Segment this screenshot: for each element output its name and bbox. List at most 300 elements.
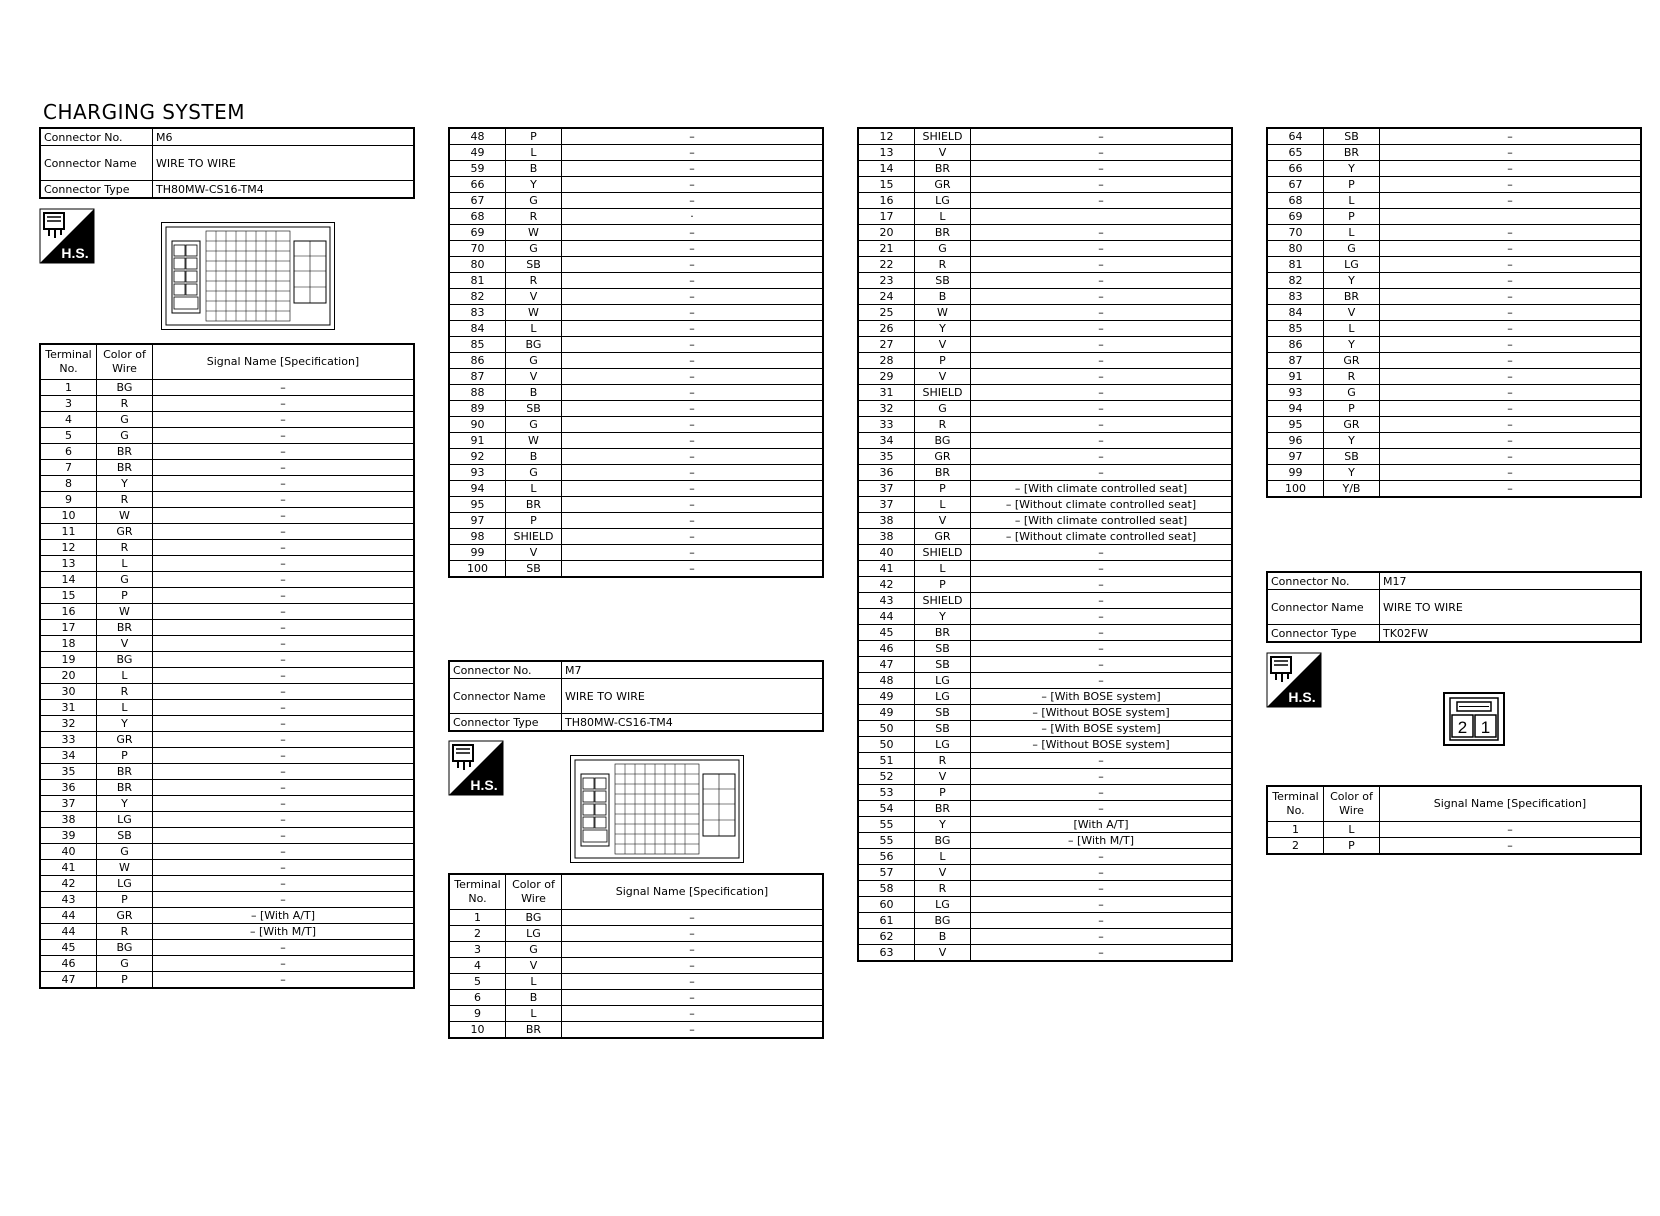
table-row [858,257,1232,273]
wire-color-cell: G [97,572,153,588]
wire-color-cell: P [97,972,153,989]
wire-color-cell: R [915,257,971,273]
signal-cell: – [1380,385,1642,401]
signal-cell: – [1380,838,1642,855]
terminal-cell: 65 [1267,145,1324,161]
wire-color-cell: G [506,417,562,433]
table-row [40,844,414,860]
wire-color-cell: R [915,417,971,433]
signal-cell: – [153,876,415,892]
signal-cell: – [562,497,824,513]
wire-color-cell: Y [1324,337,1380,353]
terminal-cell: 2 [449,926,506,942]
terminal-cell: 98 [449,529,506,545]
wire-color-cell: G [97,956,153,972]
signal-cell: – [562,145,824,161]
signal-cell: – [562,926,824,942]
signal-cell: – [971,193,1233,209]
wire-color-cell: V [506,369,562,385]
signal-cell: – [562,305,824,321]
signal-cell: – [971,785,1233,801]
connector-diagram-m17 [1443,692,1505,746]
wire-color-cell: R [915,753,971,769]
wire-color-cell: G [506,942,562,958]
signal-cell: – [562,128,824,145]
terminal-cell: 59 [449,161,506,177]
signal-cell: – [562,449,824,465]
terminal-cell: 68 [449,209,506,225]
signal-cell: – [562,529,824,545]
table-row [1267,225,1641,241]
connector-info-m17 [1266,571,1642,643]
terminal-cell: 12 [858,128,915,145]
table-row [858,689,1232,705]
hs-badge-m7 [448,740,504,796]
column-4 [1266,127,1642,498]
table-row [40,412,414,428]
table-row [858,945,1232,962]
signal-cell: – [1380,449,1642,465]
connector-m7-pins [448,873,824,1039]
table-row [1267,401,1641,417]
signal-cell: – [1380,241,1642,257]
table-row [858,657,1232,673]
wire-color-cell: LG [97,876,153,892]
signal-cell: – [153,636,415,652]
signal-cell: – [971,753,1233,769]
table-row [40,892,414,908]
terminal-cell: 12 [40,540,97,556]
table-row [449,305,823,321]
signal-cell: – [1380,273,1642,289]
terminal-cell: 68 [1267,193,1324,209]
wire-color-cell: G [1324,385,1380,401]
table-row [449,177,823,193]
terminal-cell: 58 [858,881,915,897]
wire-color-cell: W [506,433,562,449]
table-row [40,796,414,812]
terminal-cell: 90 [449,417,506,433]
table-row [449,337,823,353]
wire-color-cell: SHIELD [506,529,562,545]
pin-label: 1 [1480,718,1491,737]
table-row [858,929,1232,945]
table-row [858,497,1232,513]
signal-cell: – [971,769,1233,785]
signal-cell: – [153,764,415,780]
table-row [1267,385,1641,401]
table-row [1267,481,1641,498]
table-row [1267,128,1641,145]
terminal-cell: 25 [858,305,915,321]
table-row [858,641,1232,657]
terminal-cell: 22 [858,257,915,273]
table-row [40,780,414,796]
table-row [40,748,414,764]
terminal-cell: 80 [449,257,506,273]
signal-cell: – [1380,337,1642,353]
signal-cell: – [971,673,1233,689]
header-signal: Signal Name [Specification] [562,874,824,910]
table-row [858,545,1232,561]
wire-color-cell: V [915,369,971,385]
info-value: TH80MW-CS16-TM4 [153,181,415,199]
terminal-cell: 14 [40,572,97,588]
hs-badge-m17 [1266,652,1322,708]
signal-cell: – [Without BOSE system] [971,705,1233,721]
terminal-cell: 39 [40,828,97,844]
signal-cell: – [153,620,415,636]
signal-cell: – [562,353,824,369]
signal-cell: – [153,460,415,476]
wire-color-cell: W [97,508,153,524]
wire-color-cell: SB [915,657,971,673]
table-row [40,380,414,396]
signal-cell: – [153,556,415,572]
table-row [858,385,1232,401]
terminal-cell: 44 [40,924,97,940]
table-row [1267,161,1641,177]
signal-cell: – [153,780,415,796]
table-row [449,225,823,241]
terminal-cell: 48 [449,128,506,145]
terminal-cell: 19 [40,652,97,668]
terminal-cell: 93 [1267,385,1324,401]
table-row [858,289,1232,305]
terminal-cell: 38 [40,812,97,828]
signal-cell: – [562,974,824,990]
table-row [1267,257,1641,273]
column-1 [39,127,415,199]
table-row [449,1022,823,1039]
table-row [1267,369,1641,385]
header-color: Color of Wire [506,874,562,910]
terminal-cell: 93 [449,465,506,481]
terminal-cell: 46 [858,641,915,657]
table-row [40,636,414,652]
wire-color-cell: SHIELD [915,593,971,609]
terminal-cell: 1 [40,380,97,396]
connector-m7-block [448,660,824,732]
wire-color-cell: BR [915,465,971,481]
wire-color-cell: SB [1324,128,1380,145]
table-row [449,449,823,465]
header-color: Color of Wire [1324,786,1380,822]
signal-cell: – [971,801,1233,817]
wire-color-cell: SB [506,401,562,417]
signal-cell: – [153,796,415,812]
wire-color-cell: W [97,604,153,620]
signal-cell: – [971,257,1233,273]
table-row [1267,145,1641,161]
signal-cell: – [562,513,824,529]
wire-color-cell: SB [97,828,153,844]
wire-color-cell: BR [506,497,562,513]
signal-cell: – [971,849,1233,865]
table-row [858,465,1232,481]
signal-cell: – [153,428,415,444]
signal-cell: – [1380,257,1642,273]
connector-face-icon [571,756,743,862]
table-row [449,433,823,449]
signal-cell: – [1380,225,1642,241]
table-row [858,193,1232,209]
wire-color-cell: BR [97,460,153,476]
signal-cell: – [153,412,415,428]
signal-cell: [With A/T] [971,817,1233,833]
wire-color-cell: B [915,289,971,305]
terminal-cell: 40 [40,844,97,860]
table-row [858,161,1232,177]
wire-color-cell: P [1324,838,1380,855]
terminal-cell: 13 [40,556,97,572]
table-row [1267,273,1641,289]
hs-label: H.S. [470,777,498,793]
signal-cell: – [153,508,415,524]
terminal-cell: 3 [449,942,506,958]
info-key: Connector Name [40,146,153,181]
signal-cell: – [153,540,415,556]
signal-cell: – [153,476,415,492]
table-row [449,128,823,145]
terminal-cell: 100 [449,561,506,578]
terminal-cell: 1 [449,910,506,926]
signal-cell: – [153,748,415,764]
terminal-cell: 28 [858,353,915,369]
signal-cell: – [153,572,415,588]
terminal-cell: 11 [40,524,97,540]
info-value: WIRE TO WIRE [562,679,824,714]
pin-table-m6-a [39,343,415,989]
table-row [449,497,823,513]
wire-color-cell: Y/B [1324,481,1380,498]
terminal-cell: 99 [449,545,506,561]
wire-color-cell: V [915,337,971,353]
terminal-cell: 20 [40,668,97,684]
signal-cell: – [971,305,1233,321]
table-row [40,764,414,780]
terminal-cell: 18 [40,636,97,652]
terminal-cell: 67 [449,193,506,209]
connector-info-m7 [448,660,824,732]
signal-cell: – [971,929,1233,945]
terminal-cell: 37 [40,796,97,812]
wire-color-cell: LG [1324,257,1380,273]
wire-color-cell: G [97,428,153,444]
table-row [40,540,414,556]
wire-color-cell: L [1324,225,1380,241]
table-row [40,716,414,732]
signal-cell: – [562,561,824,578]
signal-cell: – [971,417,1233,433]
terminal-cell: 83 [449,305,506,321]
table-row [858,353,1232,369]
signal-cell: – [971,289,1233,305]
terminal-cell: 84 [1267,305,1324,321]
table-row [858,128,1232,145]
wire-color-cell: LG [915,193,971,209]
signal-cell: – [1380,465,1642,481]
terminal-cell: 91 [449,433,506,449]
wire-color-cell: Y [1324,161,1380,177]
signal-cell: – [562,990,824,1006]
signal-cell: – [562,385,824,401]
signal-cell: – [1380,177,1642,193]
signal-cell: – [1380,145,1642,161]
signal-cell: – [With BOSE system] [971,689,1233,705]
table-row [449,513,823,529]
terminal-cell: 1 [1267,822,1324,838]
pin-label: 2 [1457,718,1468,737]
signal-cell: – [153,588,415,604]
wire-color-cell: L [915,849,971,865]
table-row [449,958,823,974]
table-row [858,593,1232,609]
wire-color-cell: V [506,958,562,974]
table-row [858,241,1232,257]
signal-cell: – [1380,289,1642,305]
wire-color-cell: V [915,145,971,161]
signal-cell: – [1380,161,1642,177]
signal-cell: – [Without climate controlled seat] [971,497,1233,513]
wire-color-cell: B [506,449,562,465]
table-row [449,401,823,417]
signal-cell: – [562,193,824,209]
connector-m17-block [1266,571,1642,643]
terminal-cell: 50 [858,737,915,753]
table-row [40,652,414,668]
table-row [449,465,823,481]
wire-color-cell: GR [1324,417,1380,433]
connector-face-icon [1443,692,1505,746]
wire-color-cell: BG [506,910,562,926]
signal-cell: – [With climate controlled seat] [971,513,1233,529]
terminal-cell: 9 [449,1006,506,1022]
hs-label: H.S. [1288,689,1316,705]
terminal-cell: 92 [449,449,506,465]
table-row [1267,417,1641,433]
terminal-cell: 46 [40,956,97,972]
table-row [858,529,1232,545]
table-row [1267,241,1641,257]
wire-color-cell: BG [915,433,971,449]
terminal-cell: 15 [40,588,97,604]
table-row [1267,289,1641,305]
signal-cell: – [With M/T] [971,833,1233,849]
terminal-cell: 10 [449,1022,506,1039]
header-terminal: Terminal No. [449,874,506,910]
wire-color-cell: BR [97,444,153,460]
terminal-cell: 82 [449,289,506,305]
terminal-cell: 86 [1267,337,1324,353]
table-row [449,289,823,305]
info-value: M17 [1380,572,1642,590]
terminal-cell: 43 [40,892,97,908]
wire-color-cell: L [506,481,562,497]
terminal-cell: 91 [1267,369,1324,385]
table-row [858,145,1232,161]
table-row [449,321,823,337]
terminal-cell: 62 [858,929,915,945]
terminal-cell: 85 [449,337,506,353]
wire-color-cell: Y [506,177,562,193]
wire-color-cell: Y [1324,433,1380,449]
signal-cell: – [1380,433,1642,449]
terminal-cell: 70 [449,241,506,257]
info-key: Connector Name [1267,590,1380,625]
table-row [449,257,823,273]
wire-color-cell: P [1324,209,1380,225]
wire-color-cell: P [1324,177,1380,193]
table-row [40,908,414,924]
table-row [40,492,414,508]
signal-cell: – [Without BOSE system] [971,737,1233,753]
pin-table-m6-b [448,127,824,578]
wire-color-cell: L [1324,822,1380,838]
terminal-cell: 47 [858,657,915,673]
terminal-cell: 37 [858,481,915,497]
signal-cell: – [1380,193,1642,209]
terminal-cell: 33 [40,732,97,748]
table-row [449,481,823,497]
table-row [858,753,1232,769]
terminal-cell: 21 [858,241,915,257]
terminal-cell: 95 [449,497,506,513]
terminal-cell: 52 [858,769,915,785]
terminal-cell: 33 [858,417,915,433]
terminal-cell: 16 [858,193,915,209]
connector-diagram-m7 [570,755,744,863]
table-row [449,145,823,161]
signal-cell: – [971,865,1233,881]
signal-cell: – [153,716,415,732]
wire-color-cell: SHIELD [915,385,971,401]
signal-cell: – [971,465,1233,481]
wire-color-cell: SHIELD [915,545,971,561]
signal-cell: – [562,241,824,257]
wire-color-cell: BR [915,161,971,177]
wire-color-cell: G [915,241,971,257]
table-row [858,801,1232,817]
hs-label: H.S. [61,245,89,261]
terminal-cell: 35 [858,449,915,465]
signal-cell: – [With climate controlled seat] [971,481,1233,497]
table-row [858,625,1232,641]
terminal-cell: 16 [40,604,97,620]
terminal-cell: 37 [858,497,915,513]
signal-cell: – [971,369,1233,385]
terminal-cell: 96 [1267,433,1324,449]
table-row [858,337,1232,353]
table-row [1267,321,1641,337]
table-row [40,940,414,956]
table-row [858,833,1232,849]
wire-color-cell: Y [97,476,153,492]
terminal-cell: 4 [449,958,506,974]
table-row [1267,433,1641,449]
wire-color-cell: Y [97,716,153,732]
table-row [40,684,414,700]
terminal-cell: 6 [449,990,506,1006]
table-row [449,417,823,433]
wire-color-cell: L [506,145,562,161]
signal-cell: – [562,417,824,433]
header-color: Color of Wire [97,344,153,380]
info-key: Connector Type [40,181,153,199]
wire-color-cell: B [506,990,562,1006]
table-row [40,524,414,540]
table-row [40,476,414,492]
